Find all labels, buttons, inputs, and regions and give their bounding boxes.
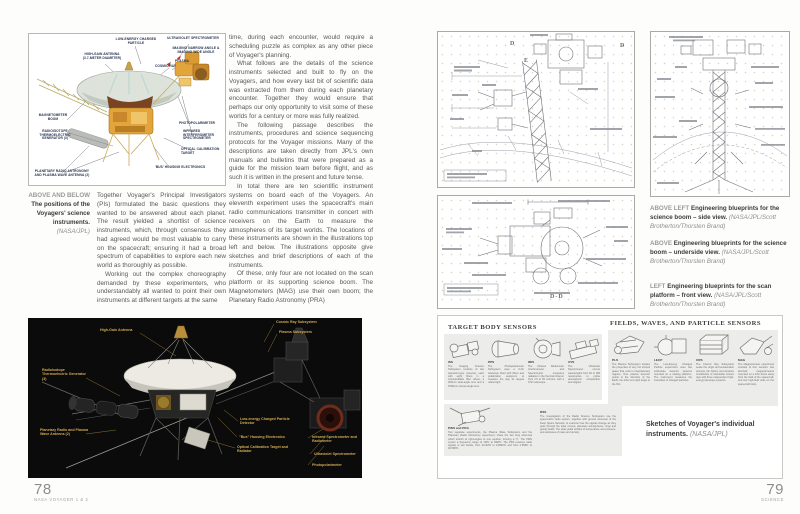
- paragraph: Working out the complex choreography demanded by these experimenters, who understandably all wanted to point their own instruments at different targets at the same: [97, 270, 226, 304]
- sensor-item-rss: [540, 410, 616, 435]
- sensor-item-pps: [488, 338, 524, 385]
- mag-sketch-icon: [738, 334, 774, 358]
- blueprint-underside-art: [651, 32, 789, 196]
- caption-lead: ABOVE AND BELOW: [28, 192, 90, 199]
- pws-pra-sketch-icon: [448, 406, 492, 426]
- figure-caption: [28, 192, 90, 237]
- photo-label: Radioisotope Thermoelectric Generator (3): [42, 368, 86, 381]
- section-marker-d-left: D: [510, 41, 515, 47]
- diagram-label: RADIOISOTOPE THERMOELECTRIC GENERATOR (3): [39, 129, 71, 141]
- caption-above: [650, 240, 788, 267]
- sensor-abbr: PWS and PRA: [448, 426, 469, 430]
- section-marker-dd: D-D: [550, 294, 564, 300]
- caption-left: [650, 283, 788, 310]
- sensor-blurb: The Cosmic Ray Subsystem seeks the origin and acceleration process, life history and dynamic contribution of interstellar cosmic rays with three independent high-energy telescope systems.: [696, 363, 734, 383]
- paragraph: Of these, only four are not located on the scan platform or its supporting science boom. The Magnetometers (MAG) use their own boom; the Planetary Radio Astronomy (PRA): [229, 270, 373, 304]
- photo-label: Planetary Radio and Plasma Wave Antenna (2): [40, 428, 89, 437]
- pws-pra-rss-panel: [444, 404, 622, 456]
- voyager-instruments-diagram: [28, 33, 226, 186]
- voyager-photo-art: [28, 318, 362, 478]
- paragraph: In total there are ten scientific instrument systems on board each of the Voyagers. An eleventh experiment uses the spacecraft's main radio communications transmitter in concert with receivers on the Earth to measure the atmospheres of its target worlds. The locations of these instruments are shown in the illustrations top left and below. The illustrations opposite give sketches and brief descriptions of each of the instruments.: [229, 182, 373, 269]
- target-body-sensors-panel: [444, 334, 602, 400]
- blueprint-science-boom-side: [437, 31, 635, 188]
- fields-waves-panel: [608, 330, 778, 406]
- diagram-label: IMAGING NARROW ANGLE & IMAGING WIDE ANGLE: [172, 46, 220, 54]
- instrument-sketches-panel: [437, 315, 783, 479]
- sensor-blurb: The Imaging Science Subsystem consists of two television-type cameras, each with eight filters in a commandable filter wheel; a 200mm wide-angle lens and a 1500mm narrow-angle lens.: [448, 365, 484, 388]
- photo-label: "Bus" Housing Electronics: [239, 435, 285, 439]
- page-number-right: 79: [766, 481, 784, 498]
- photo-label: High-Gain Antenna: [100, 328, 133, 332]
- caption-lead: LEFT: [650, 283, 666, 290]
- sensor-abbr: ISS: [448, 360, 453, 364]
- diagram-label: LOW-ENERGY CHARGED PARTICLE: [115, 37, 157, 45]
- section-marker-d-right: D: [620, 43, 625, 49]
- caption-credit: (NASA/JPL/Scott Brotherton/Thorsten Brand): [650, 291, 762, 308]
- fields-waves-heading: FIELDS, WAVES, AND PARTICLE SENSORS: [610, 320, 762, 327]
- sensor-item-pls: [612, 334, 650, 386]
- blueprint-science-boom-underside: [650, 31, 790, 197]
- sensor-abbr: PPS: [488, 360, 495, 364]
- caption-text: Engineering blueprints for the science boom – underside view.: [650, 240, 787, 256]
- section-marker-e: E: [524, 58, 529, 64]
- page-number-left: 78: [34, 481, 52, 498]
- lecp-sketch-icon: [654, 334, 690, 358]
- caption-text: Sketches of Voyager's individual instruments.: [646, 421, 755, 439]
- sensor-abbr: LECP: [654, 358, 663, 362]
- sensor-abbr: MAG: [738, 358, 746, 362]
- iris-sketch-icon: [528, 338, 562, 360]
- pls-sketch-icon: [612, 334, 648, 358]
- caption-text: Engineering blueprints for the science boom – side view.: [650, 205, 780, 221]
- sensor-blurb: The Low-Energy Charged Particle experiment uses two solid-state detector systems mounted on a rotating platform. The instrument measures the intensities of charged particles.: [654, 363, 692, 383]
- sensor-item-pws-pra: [448, 406, 532, 451]
- photo-label: Infrared Spectrometer and Radiometer: [312, 435, 357, 444]
- sensor-blurb: The investigators of the Radio Science Subsystem use the spacecraft's radio system, together with ground antennas of the Deep Space Network, to examine how the signals change as they pass through the solar corona, planetary atmospheres, rings and gravity fields. The data yields profiles of temperature and pressure, and estimates of mass and density.: [540, 415, 616, 435]
- caption-credit: (NASA/JPL/Scott Brotherton/Thorsten Brand): [650, 248, 769, 265]
- voyager-illustration-art: [29, 34, 225, 185]
- crs-sketch-icon: [696, 334, 732, 358]
- photo-label: Photopolarimeter: [312, 463, 342, 467]
- sensor-blurb: The Infrared Radiometer Interferometer and Spectrometer measures radiation in the thermal infrared, from 2.5 to 50 microns, with a 0.5m telescope.: [528, 365, 564, 385]
- iss-sketch-icon: [448, 338, 482, 360]
- diagram-label: MAGNETOMETER BOOM: [38, 113, 68, 121]
- blueprint-front-art: [438, 196, 634, 308]
- diagram-label: INFRARED INTERFEROMETER SPECTROMETER: [183, 129, 214, 141]
- body-column-1: [97, 192, 226, 306]
- paragraph: The following passage describes the instruments, procedures and science sequencing protocols for the Voyager missions. Many of the descriptions are taken directly from JPL's own manuals and bulletins that were prepared as a guide for the mission team before flight, and as such it is written in the present and future tense.: [229, 121, 373, 181]
- body-column-2: [229, 34, 373, 305]
- paragraph: What follows are the details of the science instruments selected and built to fly on the Voyagers, and how every last bit of scientific data was extracted from them during each planetary encounter. Together they would ensure that perhaps our only opportunity to visit some of these worlds for a century or more was fully realized.: [229, 60, 373, 120]
- paragraph: Together Voyager's Principal Investigators (PIs) formulated the basic questions they wanted to be answered about each planet. The result yielded a shortlist of science instruments, which, through consensus they had agreed would be most valuable to carry on the spacecraft; ensuring it had a broad spectrum of capabilities to explore each new world as thoroughly as possible.: [97, 192, 226, 269]
- diagram-label: PLASMA: [175, 59, 190, 63]
- blueprint-side-art: [438, 32, 634, 187]
- target-body-sensors-heading: TARGET BODY SENSORS: [448, 324, 537, 331]
- sensor-item-iss: [448, 338, 484, 388]
- caption-credit: (NASA/JPL): [56, 227, 90, 235]
- photo-label: Optical Calibration Target and Radiator: [237, 445, 289, 454]
- paragraph: time, during each encounter, would require a scheduling puzzle as complex as any other piece of Voyager's planning.: [229, 34, 373, 59]
- diagram-label: COSMIC RAY: [155, 64, 177, 68]
- caption-credit: (NASA/JPL/Scott Brotherton/Thorsten Brand): [650, 213, 777, 230]
- sensor-abbr: CRS: [696, 358, 703, 362]
- book-title-footer: NASA VOYAGER 1 & 2: [34, 497, 89, 502]
- diagram-label: PHOTOPOLARIMETER: [179, 121, 216, 125]
- sensor-blurb: The Plasma Subsystem studies the properties of very hot ionized gases that exist in interplanetary regions. One plasma detector points in the direction of the Earth, the other at a right angle to the first.: [612, 363, 650, 386]
- sensor-blurb: The Ultraviolet Spectrometer covers wavelengths from 40 to 180 nanometres to probe atmospheric composition and airglow.: [568, 365, 600, 385]
- sensor-blurb: The Magnetometer experiment consists of four sensors: two low-field magnetometers mounted on a 13m boom away from the field of the spacecraft, and two high-field units on the spacecraft body.: [738, 363, 774, 386]
- sensor-abbr: PLS: [612, 358, 619, 362]
- photo-label: Plasma Subsystem: [279, 330, 312, 334]
- sketches-caption: [646, 420, 772, 440]
- sensor-abbr: UVS: [568, 360, 575, 364]
- sensor-abbr: RSS: [540, 410, 547, 414]
- sensor-item-crs: [696, 334, 734, 383]
- sensor-item-mag: [738, 334, 774, 386]
- sensor-abbr: IRIS: [528, 360, 535, 364]
- photo-label: Low-energy Charged Particle Detector: [240, 417, 290, 426]
- sensor-blurb: The Photopolarimeter Subsystem uses a 0.2m telescope fitted with filters and polarization analyzers to measure the way its targets reflect light.: [488, 365, 524, 385]
- caption-credit: (NASA/JPL): [689, 431, 728, 439]
- diagram-label: HIGH-GAIN ANTENNA (3.7-METER DIAMETER): [82, 52, 122, 60]
- caption-text: The positions of the Voyagers' science instruments.: [31, 200, 90, 226]
- section-footer: SCIENCE: [761, 497, 784, 502]
- photo-label: Ultraviolet Spectrometer: [314, 452, 356, 456]
- uvs-sketch-icon: [568, 338, 602, 360]
- pps-sketch-icon: [488, 338, 522, 360]
- sensor-item-uvs: [568, 338, 600, 385]
- diagram-label: OPTICAL CALIBRATION TARGET: [181, 147, 220, 155]
- sensor-item-iris: [528, 338, 564, 385]
- caption-lead: ABOVE: [650, 240, 673, 247]
- caption-lead: ABOVE LEFT: [650, 205, 690, 212]
- photo-label: Cosmic Ray Subsystem: [276, 320, 317, 324]
- caption-above-left: [650, 205, 788, 232]
- diagram-label: PLANETARY RADIO ASTRONOMY AND PLASMA WAVE ANTENNA (2): [34, 169, 90, 177]
- diagram-label: ULTRAVIOLET SPECTROMETER: [167, 36, 219, 40]
- caption-text: Engineering blueprints for the scan platform – front view.: [650, 283, 772, 299]
- sensor-blurb: Two separate experiments, the Plasma Wave Subsystem and the Planetary Radio Astronomy experiment, share the two long antennas which stretch at right-angles to one another, forming a 'V'. The PWS covers a frequency range of 10Hz to 56kHz. The PRA receives radio signals in two bands, from 20.4kHz to 1300kHz and from 2.3MHz to 40.5MHz.: [448, 431, 532, 451]
- blueprint-scan-platform-front: [437, 195, 635, 309]
- diagram-label: 'BUS' HOUSING ELECTRONICS: [155, 165, 206, 169]
- voyager-model-photo: [28, 318, 362, 478]
- sensor-item-lecp: [654, 334, 692, 383]
